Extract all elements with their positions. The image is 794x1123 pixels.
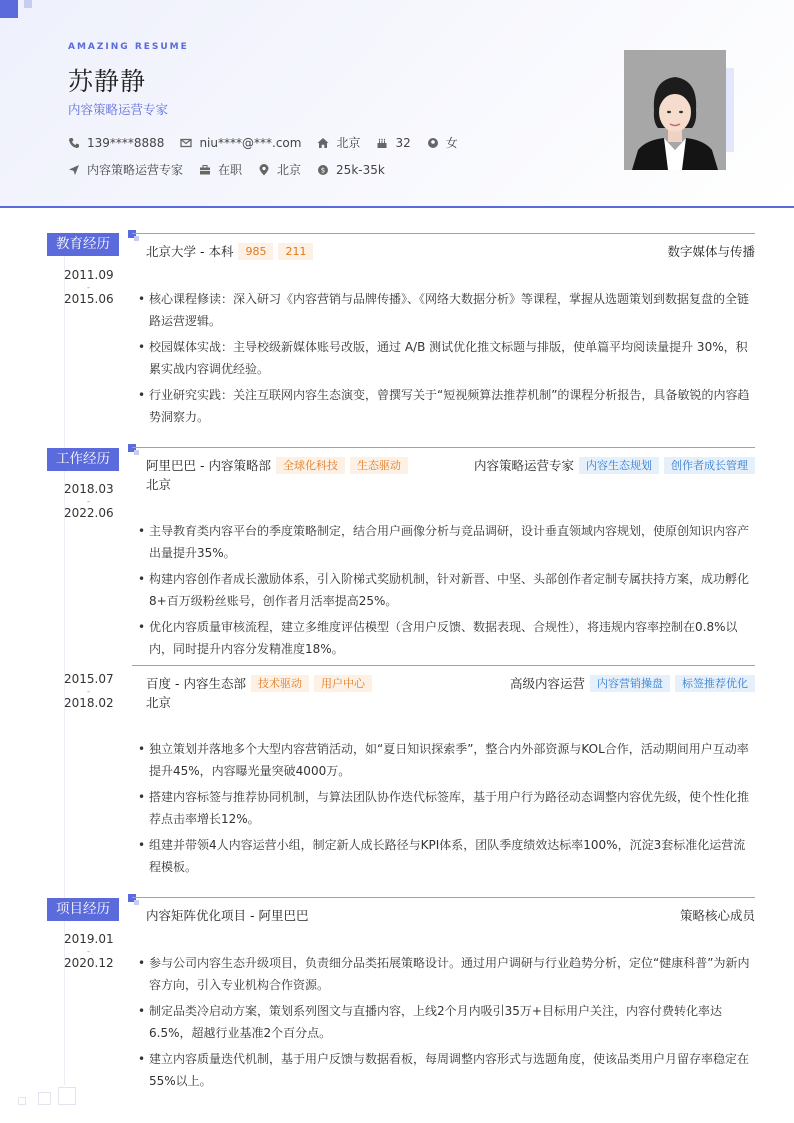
list-item: • 独立策划并落地多个大型内容营销活动，如“夏日知识探索季”，整合内外部资源与KOL合作，活动期间用户互动率提升45%，内容曝光量突破4000万。	[138, 738, 755, 782]
cake-icon	[376, 137, 388, 149]
gender-icon	[427, 137, 439, 149]
school-tag: 211	[278, 243, 313, 260]
svg-text:$: $	[320, 166, 326, 175]
project-bullets	[138, 952, 755, 1096]
home-icon	[317, 137, 329, 149]
project-header	[146, 906, 755, 924]
school-tag: 985	[238, 243, 273, 260]
contact-row	[68, 134, 474, 151]
company-tag: 生态驱动	[350, 457, 408, 474]
job1-header	[146, 456, 755, 474]
salary-icon	[317, 164, 329, 176]
project-start-date: 2019.01	[64, 932, 114, 946]
phone-item	[68, 136, 164, 150]
age-text: 32	[395, 135, 411, 150]
company-tag: 用户中心	[314, 675, 372, 692]
footer-decoration	[58, 1087, 76, 1105]
list-item: • 参与公司内容生态升级项目，负责细分品类拓展策略设计。通过用户调研与行业趋势分析，定位“健康科普”为新内容方向，引入专业机构合作资源。	[138, 952, 755, 996]
home-text: 北京	[336, 136, 361, 150]
portrait-image	[624, 50, 726, 170]
home-item	[317, 134, 360, 151]
email-item	[180, 136, 301, 150]
candidate-title: 内容策略运营专家	[68, 102, 169, 117]
job2-header	[146, 674, 755, 692]
job-role-group	[474, 456, 755, 474]
gender-item	[427, 134, 458, 151]
job2-start-date: 2015.07	[64, 672, 114, 686]
footer-decoration	[18, 1097, 26, 1105]
date-dash: -	[87, 497, 90, 506]
date-dash: -	[87, 687, 90, 696]
job1-bullets	[138, 520, 755, 664]
major: 数字媒体与传播	[667, 244, 755, 259]
role-tag: 创作者成长管理	[664, 457, 755, 474]
section-divider	[132, 897, 755, 898]
edu-start-date: 2011.09	[64, 268, 114, 282]
location-item	[258, 161, 301, 178]
section-marker-small	[134, 450, 139, 455]
list-item: • 核心课程修读：深入研习《内容营销与品牌传播》、《网络大数据分析》等课程，掌握从选题策划到数据复盘的全链路运营逻辑。	[138, 288, 755, 332]
job1-start-date: 2018.03	[64, 482, 114, 496]
profile-photo	[624, 50, 726, 170]
brand-label: AMAZING RESUME	[68, 42, 189, 52]
company-name: 阿里巴巴 - 内容策略部	[146, 458, 271, 473]
gender-text: 女	[445, 136, 458, 150]
role-tag: 内容生态规划	[579, 457, 659, 474]
section-marker-small	[134, 900, 139, 905]
salary-text: 25k-35k	[336, 162, 385, 177]
job-city: 北京	[146, 695, 172, 710]
school-name: 北京大学 - 本科	[146, 244, 234, 259]
candidate-name: 苏静静	[68, 67, 147, 96]
list-item: • 建立内容质量迭代机制，基于用户反馈与数据看板，每周调整内容形式与选题角度，使该品类用户月留存率稳定在55%以上。	[138, 1048, 755, 1092]
edu-header	[146, 242, 755, 260]
resume-header	[0, 0, 794, 208]
phone-icon	[68, 137, 80, 149]
list-item: • 组建并带领4人内容运营小组，制定新人成长路径与KPI体系，团队季度绩效达标率100%，沉淀3套标准化运营流程模板。	[138, 834, 755, 878]
list-item: • 行业研究实践：关注互联网内容生态演变，曾撰写关于“短视频算法推荐机制”的课程分析报告，具备敏锐的内容趋势洞察力。	[138, 384, 755, 428]
company-tag: 技术驱动	[251, 675, 309, 692]
job2-bullets	[138, 738, 755, 882]
age-item	[376, 136, 410, 150]
corner-decoration-small	[24, 0, 32, 8]
edu-bullets	[138, 288, 755, 432]
entry-divider	[132, 665, 755, 666]
date-dash: -	[87, 947, 90, 956]
job-city: 北京	[146, 477, 172, 492]
intent-position-text: 内容策略运营专家	[87, 163, 184, 177]
briefcase-icon	[199, 164, 211, 176]
edu-end-date: 2015.06	[64, 292, 114, 306]
role-tag: 内容营销操盘	[590, 675, 670, 692]
project-name: 内容矩阵优化项目 - 阿里巴巴	[146, 908, 309, 923]
section-label-work: 工作经历	[47, 448, 119, 471]
date-dash: -	[87, 283, 90, 292]
role-tag: 标签推荐优化	[675, 675, 755, 692]
job-role: 高级内容运营	[509, 676, 585, 691]
company-tag: 全球化科技	[276, 457, 345, 474]
project-end-date: 2020.12	[64, 956, 114, 970]
location-icon	[258, 164, 270, 176]
location-text: 北京	[277, 163, 302, 177]
section-label-project: 项目经历	[47, 898, 119, 921]
mail-icon	[180, 137, 192, 149]
list-item: • 搭建内容标签与推荐协同机制，与算法团队协作迭代标签库，基于用户行为路径动态调整内容优先级，使个性化推荐点击率增长12%。	[138, 786, 755, 830]
section-divider	[132, 233, 755, 234]
list-item: • 主导教育类内容平台的季度策略制定，结合用户画像分析与竞品调研，设计垂直领域内容规划，使原创知识内容产出量提升35%。	[138, 520, 755, 564]
list-item: • 校园媒体实战：主导校级新媒体账号改版，通过 A/B 测试优化推文标题与排版，使单篇平均阅读量提升 30%，积累实战内容调优经验。	[138, 336, 755, 380]
section-label-education: 教育经历	[47, 233, 119, 256]
list-item: • 优化内容质量审核流程，建立多维度评估模型（含用户反馈、数据表现、合规性），将违规内容率控制在0.8%以内，同时提升内容分发精准度18%。	[138, 616, 755, 660]
footer-decoration	[38, 1092, 51, 1105]
email-text: niu****@***.com	[199, 135, 302, 150]
list-item: • 构建内容创作者成长激励体系，引入阶梯式奖励机制，针对新晋、中坚、头部创作者定制专属扶持方案，成功孵化8+百万级粉丝账号，创作者月活率提高25%。	[138, 568, 755, 612]
phone-text: 139****8888	[87, 135, 165, 150]
section-divider	[132, 447, 755, 448]
section-marker-small	[134, 236, 139, 241]
job-intent-row	[68, 161, 401, 178]
intent-position-item	[68, 161, 183, 178]
job2-end-date: 2018.02	[64, 696, 114, 710]
project-role: 策略核心成员	[679, 908, 755, 923]
status-item	[199, 161, 242, 178]
job1-end-date: 2022.06	[64, 506, 114, 520]
salary-item	[317, 163, 385, 177]
send-icon	[68, 164, 80, 176]
job-role: 内容策略运营专家	[473, 458, 574, 473]
job-role-group	[510, 674, 755, 692]
status-text: 在职	[218, 163, 243, 177]
list-item: • 制定品类冷启动方案，策划系列图文与直播内容，上线2个月内吸引35万+目标用户关注，内容付费转化率达6.5%，超越行业基准2个百分点。	[138, 1000, 755, 1044]
company-name: 百度 - 内容生态部	[146, 676, 246, 691]
corner-decoration	[0, 0, 18, 18]
